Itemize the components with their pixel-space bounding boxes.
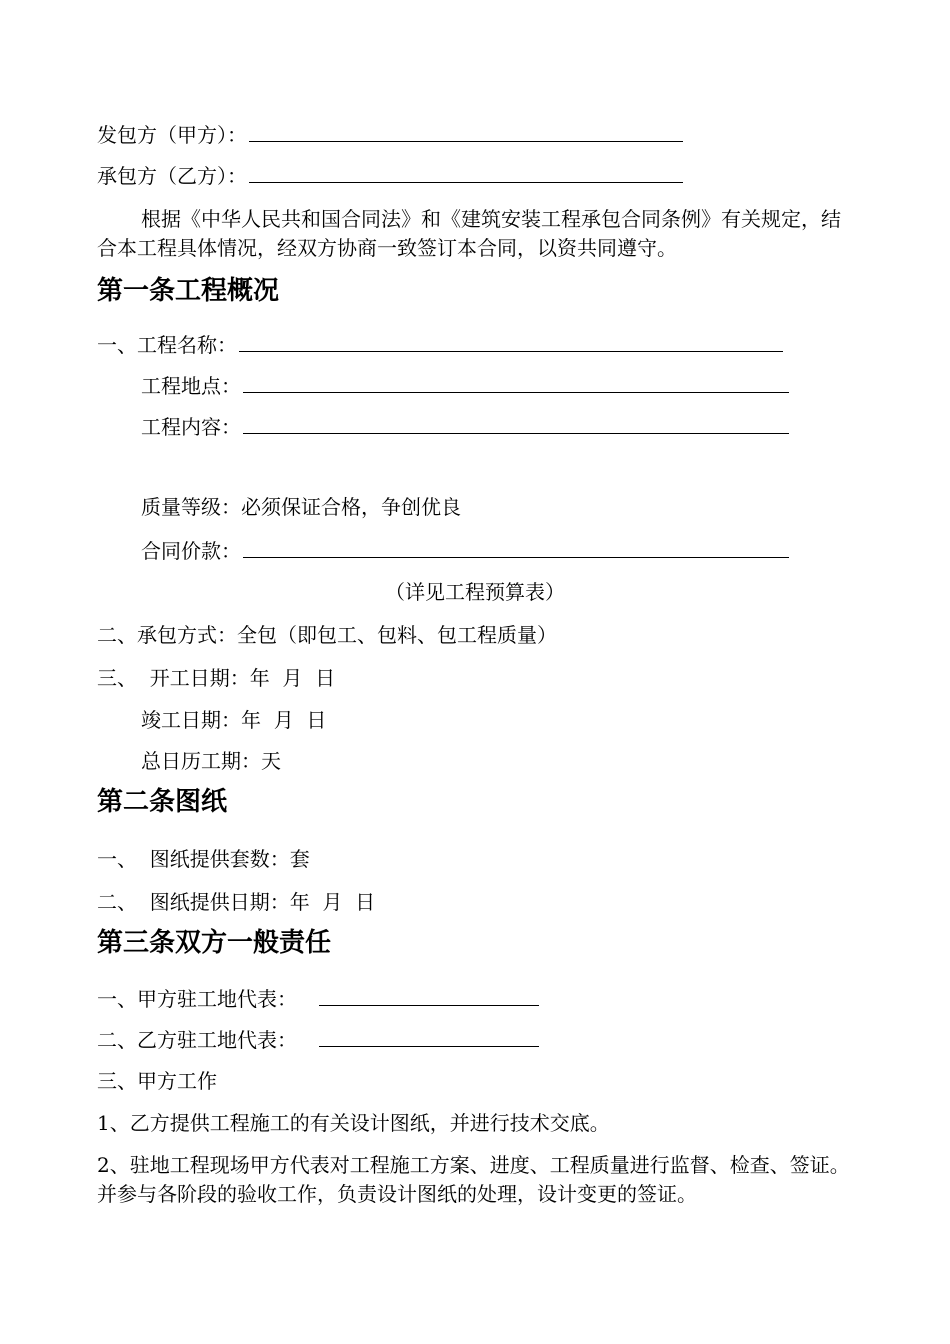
project-name-label: 一、工程名称：	[97, 333, 237, 357]
party-b-line	[97, 162, 683, 190]
quality-grade: 质量等级：必须保证合格，争创优良	[141, 495, 461, 519]
drawings-date: 二、 图纸提供日期：年 月 日	[97, 890, 376, 914]
project-name-blank	[239, 333, 783, 352]
section3-title: 第三条双方一般责任	[97, 928, 332, 958]
rep-b-blank	[319, 1028, 539, 1047]
section2-title: 第二条图纸	[97, 787, 228, 817]
duty-1: 1、乙方提供工程施工的有关设计图纸，并进行技术交底。	[97, 1111, 610, 1135]
drawings-count: 一、 图纸提供套数：套	[97, 847, 310, 871]
end-date: 竣工日期：年 月 日	[141, 708, 327, 732]
rep-b-label: 二、乙方驻工地代表：	[97, 1028, 297, 1052]
party-a-line	[97, 121, 683, 149]
project-name-line	[97, 331, 783, 359]
contract-price-line	[141, 537, 789, 565]
budget-note: （详见工程预算表）	[385, 580, 565, 604]
contract-mode: 二、承包方式：全包（即包工、包料、包工程质量）	[97, 623, 557, 647]
party-a-work-heading: 三、甲方工作	[97, 1069, 217, 1093]
project-content-label: 工程内容：	[141, 415, 241, 439]
rep-a-blank	[319, 987, 539, 1006]
project-content-blank	[243, 415, 789, 434]
project-location-line	[141, 372, 789, 400]
rep-b-line	[97, 1026, 539, 1054]
rep-a-line	[97, 985, 539, 1013]
project-content-line	[141, 413, 789, 441]
party-b-blank	[249, 164, 683, 183]
project-location-blank	[243, 374, 789, 393]
intro-paragraph: 根据《中华人民共和国合同法》和《建筑安装工程承包合同条例》有关规定，结合本工程具体情况，经双方协商一致签订本合同，以资共同遵守。	[97, 207, 841, 260]
project-location-label: 工程地点：	[141, 374, 241, 398]
rep-a-label: 一、甲方驻工地代表：	[97, 987, 297, 1011]
contract-price-label: 合同价款：	[141, 539, 241, 563]
duty-2: 2、驻地工程现场甲方代表对工程施工方案、进度、工程质量进行监督、检查、签证。并参与各阶段的验收工作，负责设计图纸的处理，设计变更的签证。	[97, 1153, 850, 1206]
party-b-label: 承包方（乙方）：	[97, 164, 247, 188]
total-days: 总日历工期：天	[141, 749, 281, 773]
start-date: 三、 开工日期：年 月 日	[97, 666, 336, 690]
section1-title: 第一条工程概况	[97, 276, 280, 306]
party-a-blank	[249, 123, 683, 142]
contract-price-blank	[243, 539, 789, 558]
party-a-label: 发包方（甲方）：	[97, 123, 247, 147]
